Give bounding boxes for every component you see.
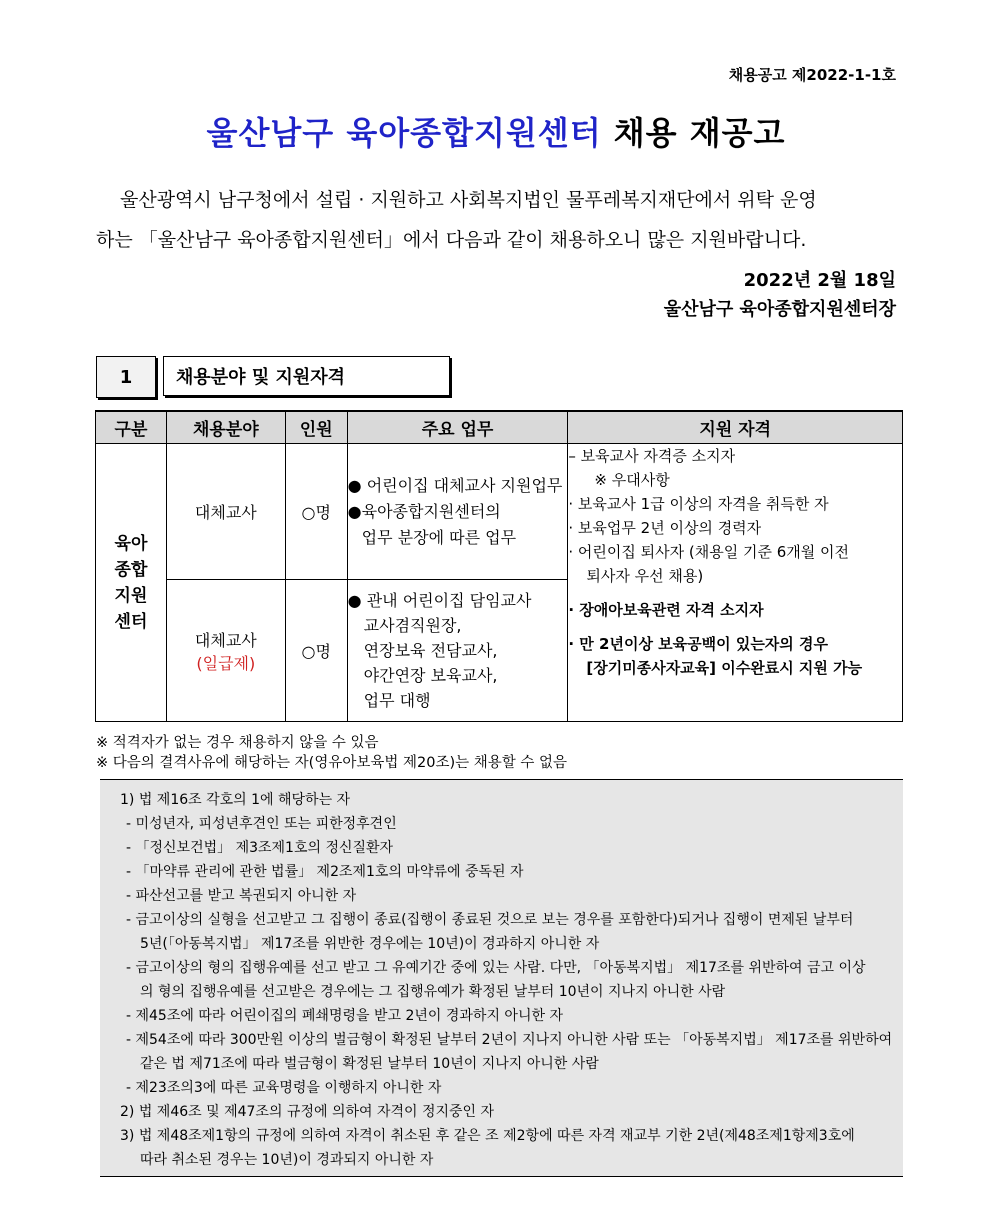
qualifications-cell: – 보육교사 자격증 소지자 ※ 우대사항 · 보육교사 1급 이상의 자격을 취득한 자 · 보육업무 2년 이상의 경력자 · 어린이집 퇴사자 (채용일 기준 6개월 이전 퇴사자 우선 채용) · 장애아보육관련 자격 소지자 · 만 2년이상 보육공백이 있는자의 경우 [장기미종사자교육] 이수완료시 지원 가능 xyxy=(568,444,903,722)
section-number: 1 xyxy=(96,356,156,398)
section-title: 채용분야 및 지원자격 xyxy=(163,356,450,396)
daily-wage-note: (일급제) xyxy=(196,653,256,673)
issuer: 울산남구 육아종합지원센터장 xyxy=(663,299,896,320)
intro-paragraph xyxy=(96,180,898,260)
list-item: 2) 법 제46조 및 제47조의 규정에 의하여 자격이 정지중인 자 xyxy=(120,1104,495,1120)
list-item: - 금고이상의 실형을 선고받고 그 집행이 종료(집행이 종료된 것으로 보는 경우를 포함한다)되거나 집행이 면제된 날부터 xyxy=(126,912,854,928)
list-item: - 미성년자, 피성년후견인 또는 피한정후견인 xyxy=(126,816,397,832)
list-item: - 제45조에 따라 어린이집의 폐쇄명령을 받고 2년이 경과하지 아니한 자 xyxy=(126,1008,563,1024)
page-title xyxy=(0,108,992,154)
list-item: 3) 법 제48조제1항의 규정에 의하여 자격이 취소된 후 같은 조 제2항에 따른 자격 재교부 기한 2년(제48조제1항제3호에 xyxy=(120,1128,855,1144)
intro-line-2: 하는 「울산남구 육아종합지원센터」에서 다음과 같이 채용하오니 많은 지원바랍니다. xyxy=(96,229,807,251)
announcement-date: 2022년 2월 18일 xyxy=(743,270,896,291)
group-cell: 육아 종합 지원 센터 xyxy=(96,444,167,722)
table-header-row xyxy=(96,411,903,444)
notes xyxy=(96,733,567,773)
date-block xyxy=(664,266,896,324)
note-line: ※ 적격자가 없는 경우 채용하지 않을 수 있음 xyxy=(96,735,379,751)
duties-cell: ● 관내 어린이집 담임교사 교사겸직원장, 연장보육 전담교사, 야간연장 보육교사, 업무 대행 xyxy=(347,580,568,722)
list-item: - 제23조의3에 따른 교육명령을 이행하지 아니한 자 xyxy=(126,1080,442,1096)
list-item: 따라 취소된 경우는 10년)이 경과되지 아니한 자 xyxy=(140,1152,434,1168)
list-item: 같은 법 제71조에 따라 벌금형이 확정된 날부터 10년이 지나지 아니한 사람 xyxy=(140,1056,599,1072)
count-cell: ○명 xyxy=(285,580,347,722)
header-field: 채용분야 xyxy=(166,411,285,444)
header-qualifications: 지원 자격 xyxy=(568,411,903,444)
field-cell: 대체교사 (일급제) xyxy=(166,580,285,722)
list-item: - 파산선고를 받고 복권되지 아니한 자 xyxy=(126,888,357,904)
list-item: - 금고이상의 형의 집행유예를 선고 받고 그 유예기간 중에 있는 사람. 다만, 「아동복지법」 제17조를 위반하여 금고 이상 xyxy=(126,960,866,976)
notice-number: 채용공고 제2022-1-1호 xyxy=(728,66,896,84)
title-center-name: 울산남구 육아종합지원센터 xyxy=(206,114,602,152)
recruitment-table xyxy=(95,410,903,722)
header-duties: 주요 업무 xyxy=(347,411,568,444)
list-item: - 제54조에 따라 300만원 이상의 벌금형이 확정된 날부터 2년이 지나지 아니한 사람 또는 「아동복지법」 제17조를 위반하여 xyxy=(126,1032,893,1048)
duties-cell: ● 어린이집 대체교사 지원업무 ●육아종합지원센터의 업무 분장에 따른 업무 xyxy=(347,444,568,580)
list-item: 5년(「아동복지법」 제17조를 위반한 경우에는 10년)이 경과하지 아니한 자 xyxy=(140,936,600,952)
header-category: 구분 xyxy=(96,411,167,444)
note-line: ※ 다음의 결격사유에 해당하는 자(영유아보육법 제20조)는 채용할 수 없음 xyxy=(96,755,567,771)
list-item: - 「정신보건법」 제3조제1호의 정신질환자 xyxy=(126,840,394,856)
disqualification-box xyxy=(100,779,903,1177)
field-cell: 대체교사 xyxy=(166,444,285,580)
count-cell: ○명 xyxy=(285,444,347,580)
list-item: 의 형의 집행유예를 선고받은 경우에는 그 집행유예가 확정된 날부터 10년이 지나지 아니한 사람 xyxy=(140,984,726,1000)
intro-line-1: 울산광역시 남구청에서 설립 · 지원하고 사회복지법인 물푸레복지재단에서 위탁 운영 xyxy=(120,189,817,211)
header-count: 인원 xyxy=(285,411,347,444)
table-row xyxy=(96,444,903,580)
title-suffix: 채용 재공고 xyxy=(601,114,786,152)
list-item: - 「마약류 관리에 관한 법률」 제2조제1호의 마약류에 중독된 자 xyxy=(126,864,524,880)
list-item: 1) 법 제16조 각호의 1에 해당하는 자 xyxy=(120,792,351,808)
